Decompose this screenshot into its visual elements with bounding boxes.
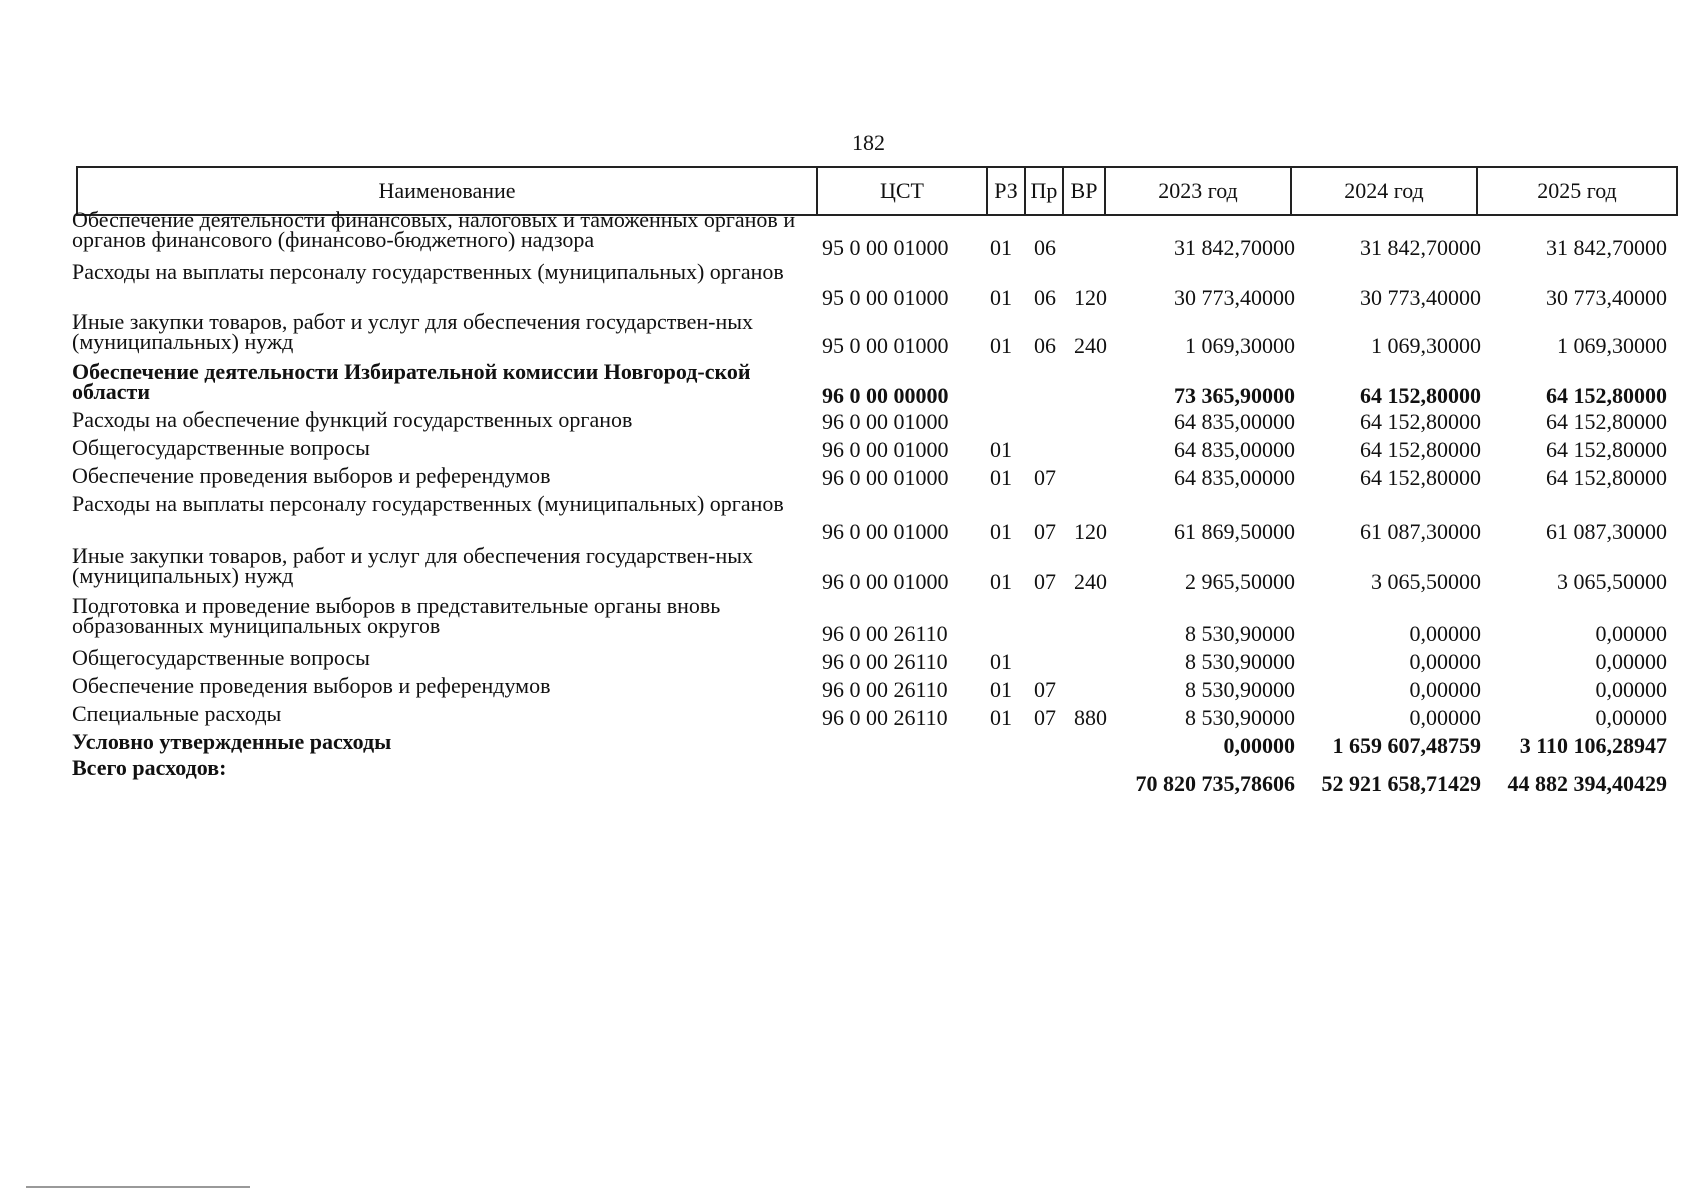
row-pr: 07 [1034,705,1056,730]
row-y2023: 70 820 735,78606 [1135,771,1295,796]
header-name: Наименование [78,168,818,216]
row-name: Общегосударственные вопросы [72,645,370,670]
row-y2024: 0,00000 [1409,677,1481,702]
row-vr: 120 [1074,519,1107,544]
row-y2025: 0,00000 [1595,705,1667,730]
row-y2023: 64 835,00000 [1174,465,1295,490]
row-name: Расходы на обеспечение функций государственных органов [72,407,633,432]
header-pr: Пр [1026,168,1064,216]
row-name: Расходы на выплаты персоналу государственных (муниципальных) органов [72,491,784,516]
row-name: Обеспечение проведения выборов и референдумов [72,673,551,698]
row-cst: 96 0 00 26110 [822,705,948,730]
row-cst: 96 0 00 26110 [822,621,948,646]
row-y2024: 0,00000 [1409,705,1481,730]
header-cst: ЦСТ [818,168,988,216]
row-vr: 240 [1074,569,1107,594]
row-y2024: 64 152,80000 [1360,383,1481,408]
row-y2025: 0,00000 [1595,677,1667,702]
row-vr: 120 [1074,285,1107,310]
row-y2023: 8 530,90000 [1185,705,1295,730]
header-2025: 2025 год [1478,168,1678,216]
page-number: 182 [852,130,885,155]
row-y2025: 31 842,70000 [1546,235,1667,260]
row-pr: 07 [1034,465,1056,490]
row-y2025: 61 087,30000 [1546,519,1667,544]
row-y2024: 64 152,80000 [1360,465,1481,490]
row-y2024: 0,00000 [1409,649,1481,674]
row-y2025: 30 773,40000 [1546,285,1667,310]
row-vr: 240 [1074,333,1107,358]
header-2023: 2023 год [1106,168,1292,216]
row-name: Иные закупки товаров, работ и услуг для обеспечения государствен-ных (муниципальных) нужд [72,309,754,354]
row-y2024: 30 773,40000 [1360,285,1481,310]
row-name: Расходы на выплаты персоналу государственных (муниципальных) органов [72,259,784,284]
row-name: Условно утвержденные расходы [72,729,392,754]
row-name: Обеспечение деятельности финансовых, налоговых и таможенных органов и органов финансового (финансово-бюджетного) надзора [72,207,796,252]
row-rz: 01 [990,677,1012,702]
row-y2025: 0,00000 [1595,621,1667,646]
row-y2024: 0,00000 [1409,621,1481,646]
row-y2024: 1 659 607,48759 [1332,733,1481,758]
header-2024: 2024 год [1292,168,1478,216]
row-y2023: 0,00000 [1223,733,1295,758]
row-y2024: 52 921 658,71429 [1321,771,1481,796]
row-y2023: 30 773,40000 [1174,285,1295,310]
row-y2025: 1 069,30000 [1557,333,1667,358]
row-y2024: 64 152,80000 [1360,437,1481,462]
row-name: Обеспечение деятельности Избирательной комиссии Новгород-ской области [72,359,751,404]
row-cst: 96 0 00 01000 [822,519,949,544]
row-name: Общегосударственные вопросы [72,435,370,460]
row-pr: 06 [1034,285,1056,310]
row-rz: 01 [990,465,1012,490]
header-rz: РЗ [988,168,1026,216]
row-y2025: 44 882 394,40429 [1507,771,1667,796]
row-cst: 95 0 00 01000 [822,235,949,260]
row-name: Всего расходов: [72,755,227,780]
row-y2024: 64 152,80000 [1360,409,1481,434]
row-y2024: 3 065,50000 [1371,569,1481,594]
row-y2023: 8 530,90000 [1185,677,1295,702]
row-rz: 01 [990,519,1012,544]
header-vr: ВР [1064,168,1106,216]
row-cst: 96 0 00 26110 [822,649,948,674]
row-name: Специальные расходы [72,701,282,726]
row-cst: 96 0 00 26110 [822,677,948,702]
row-y2023: 61 869,50000 [1174,519,1295,544]
row-rz: 01 [990,285,1012,310]
row-name: Подготовка и проведение выборов в представительные органы вновь образованных муниципальных округов [72,593,721,638]
row-pr: 06 [1034,333,1056,358]
row-y2023: 1 069,30000 [1185,333,1295,358]
row-rz: 01 [990,649,1012,674]
row-cst: 96 0 00 00000 [822,383,949,408]
row-y2023: 2 965,50000 [1185,569,1295,594]
row-y2023: 64 835,00000 [1174,409,1295,434]
row-pr: 07 [1034,569,1056,594]
row-pr: 07 [1034,519,1056,544]
row-name: Обеспечение проведения выборов и референдумов [72,463,551,488]
row-rz: 01 [990,235,1012,260]
footer-divider [26,1186,250,1188]
row-y2024: 31 842,70000 [1360,235,1481,260]
row-cst: 96 0 00 01000 [822,569,949,594]
row-y2023: 8 530,90000 [1185,621,1295,646]
row-y2023: 31 842,70000 [1174,235,1295,260]
row-y2025: 64 152,80000 [1546,465,1667,490]
row-cst: 95 0 00 01000 [822,285,949,310]
row-y2025: 64 152,80000 [1546,383,1667,408]
row-y2023: 64 835,00000 [1174,437,1295,462]
row-pr: 07 [1034,677,1056,702]
row-cst: 96 0 00 01000 [822,409,949,434]
row-cst: 95 0 00 01000 [822,333,949,358]
row-y2025: 64 152,80000 [1546,437,1667,462]
row-y2024: 61 087,30000 [1360,519,1481,544]
row-rz: 01 [990,437,1012,462]
row-rz: 01 [990,705,1012,730]
row-y2024: 1 069,30000 [1371,333,1481,358]
row-cst: 96 0 00 01000 [822,437,949,462]
row-y2023: 73 365,90000 [1174,383,1295,408]
row-y2025: 3 110 106,28947 [1519,733,1667,758]
row-rz: 01 [990,333,1012,358]
row-vr: 880 [1074,705,1107,730]
row-rz: 01 [990,569,1012,594]
row-pr: 06 [1034,235,1056,260]
row-name: Иные закупки товаров, работ и услуг для обеспечения государствен-ных (муниципальных) нужд [72,543,754,588]
row-y2025: 64 152,80000 [1546,409,1667,434]
row-y2025: 0,00000 [1595,649,1667,674]
row-y2023: 8 530,90000 [1185,649,1295,674]
row-y2025: 3 065,50000 [1557,569,1667,594]
row-cst: 96 0 00 01000 [822,465,949,490]
